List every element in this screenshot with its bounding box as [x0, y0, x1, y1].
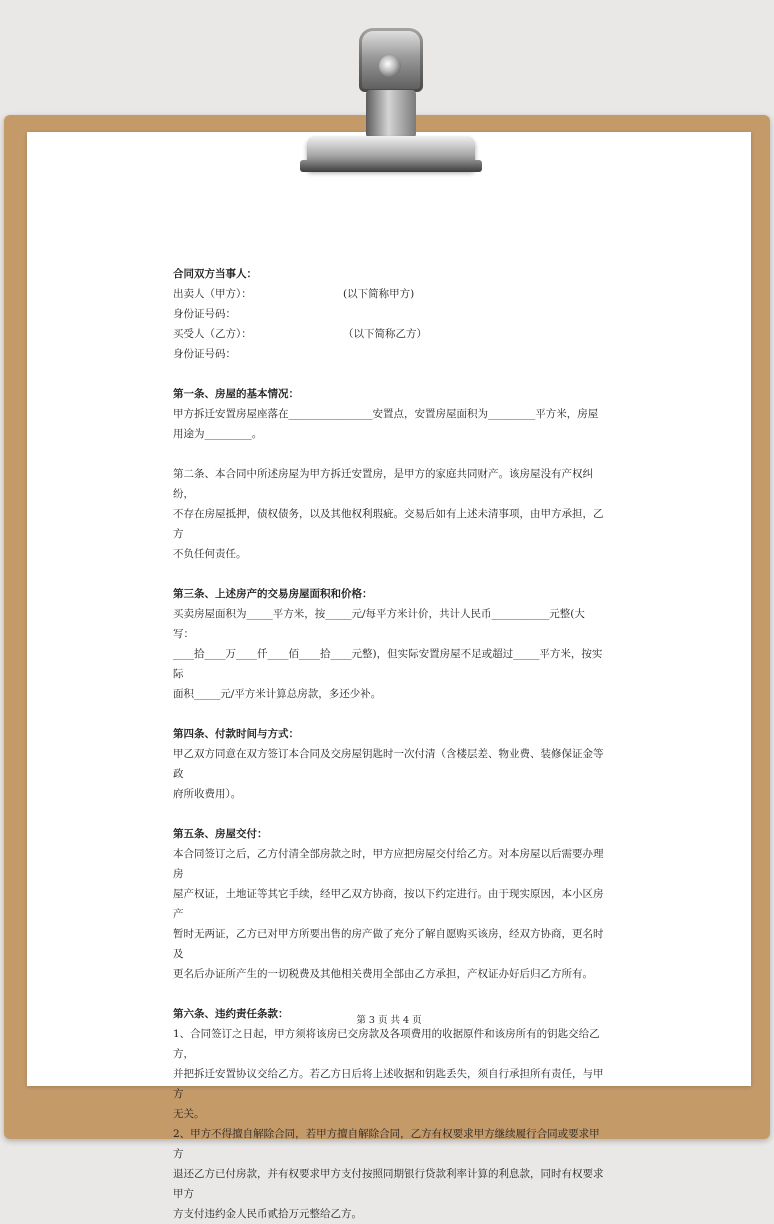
article-6-line: 1、合同签订之日起，甲方须将该房已交房款及各项费用的收据原件和该房所有的钥匙交给乙方，: [173, 1028, 600, 1060]
article-6-line: 并把拆迁安置协议交给乙方。若乙方日后将上述收据和钥匙丢失，须自行承担所有责任，与甲方: [173, 1068, 604, 1100]
buyer-label: 买受人（乙方）：: [173, 328, 252, 340]
clip-lip: [300, 160, 482, 172]
article-2-line: 不负任何责任。: [173, 548, 247, 560]
article-1-line: 用途为_________。: [173, 428, 263, 440]
article-1-line: 甲方拆迁安置房屋座落在________________安置点，安置房屋面积为_________平方米，房屋: [173, 408, 599, 420]
article-3-line: ____拾____万____仟____佰____拾____元整)，但实际安置房屋不足或超过_____平方米，按实际: [173, 648, 603, 680]
seller-id: 身份证号码：: [173, 308, 236, 320]
article-2-line: 不存在房屋抵押，债权债务，以及其他权利瑕疵。交易后如有上述未清事项，由甲方承担，乙方: [173, 508, 604, 540]
parties-title: 合同双方当事人：: [173, 268, 257, 280]
article-5-line: 暂时无两证，乙方已对甲方所要出售的房产做了充分了解自愿购买该房，经双方协商，更名时及: [173, 928, 604, 960]
article-6-title: 第六条、违约责任条款：: [173, 1008, 289, 1020]
seller-row: [173, 284, 605, 304]
article-6-line: 2、甲方不得擅自解除合同，若甲方擅自解除合同，乙方有权要求甲方继续履行合同或要求甲方: [173, 1128, 600, 1160]
article-4-line: 甲乙双方同意在双方签订本合同及交房屋钥匙时一次付清（含楼层差、物业费、装修保证金等政: [173, 748, 604, 780]
seller-note: (以下简称甲方): [343, 288, 415, 300]
clip-neck: [366, 90, 416, 138]
article-4-title: 第四条、付款时间与方式：: [173, 728, 299, 740]
article-3-line: 面积_____元/平方米计算总房款，多还少补。: [173, 688, 382, 700]
contract-body: [173, 264, 605, 1224]
seller-label: 出卖人（甲方）：: [173, 288, 252, 300]
article-6-line: 无关。: [173, 1108, 205, 1120]
article-5-line: 更名后办证所产生的一切税费及其他相关费用全部由乙方承担，产权证办好后归乙方所有。: [173, 968, 593, 980]
article-6-line: 方支付违约金人民币贰拾万元整给乙方。: [173, 1208, 362, 1220]
article-6-line: 退还乙方已付房款，并有权要求甲方支付按照同期银行贷款利率计算的利息款，同时有权要求甲方: [173, 1168, 604, 1200]
page-number: 第 3 页 共 4 页: [356, 1015, 422, 1026]
buyer-row: [173, 324, 605, 344]
buyer-id: 身份证号码：: [173, 348, 236, 360]
article-1-title: 第一条、房屋的基本情况：: [173, 388, 299, 400]
article-5-line: 屋产权证，土地证等其它手续，经甲乙双方协商，按以下约定进行。由于现实原因，本小区房产: [173, 888, 604, 920]
article-3-line: 买卖房屋面积为_____平方米，按_____元/每平方米计价，共计人民币___________元整(大写：: [173, 608, 585, 640]
article-2-line: 第二条、本合同中所述房屋为甲方拆迁安置房，是甲方的家庭共同财产。该房屋没有产权纠纷，: [173, 468, 593, 500]
article-4-line: 府所收费用）。: [173, 788, 242, 800]
article-5-title: 第五条、房屋交付：: [173, 828, 268, 840]
buyer-note: （以下简称乙方）: [343, 328, 427, 340]
article-5-line: 本合同签订之后，乙方付清全部房款之时，甲方应把房屋交付给乙方。对本房屋以后需要办理房: [173, 848, 604, 880]
article-3-title: 第三条、上述房产的交易房屋面积和价格：: [173, 588, 373, 600]
clip-hole: [379, 55, 401, 77]
